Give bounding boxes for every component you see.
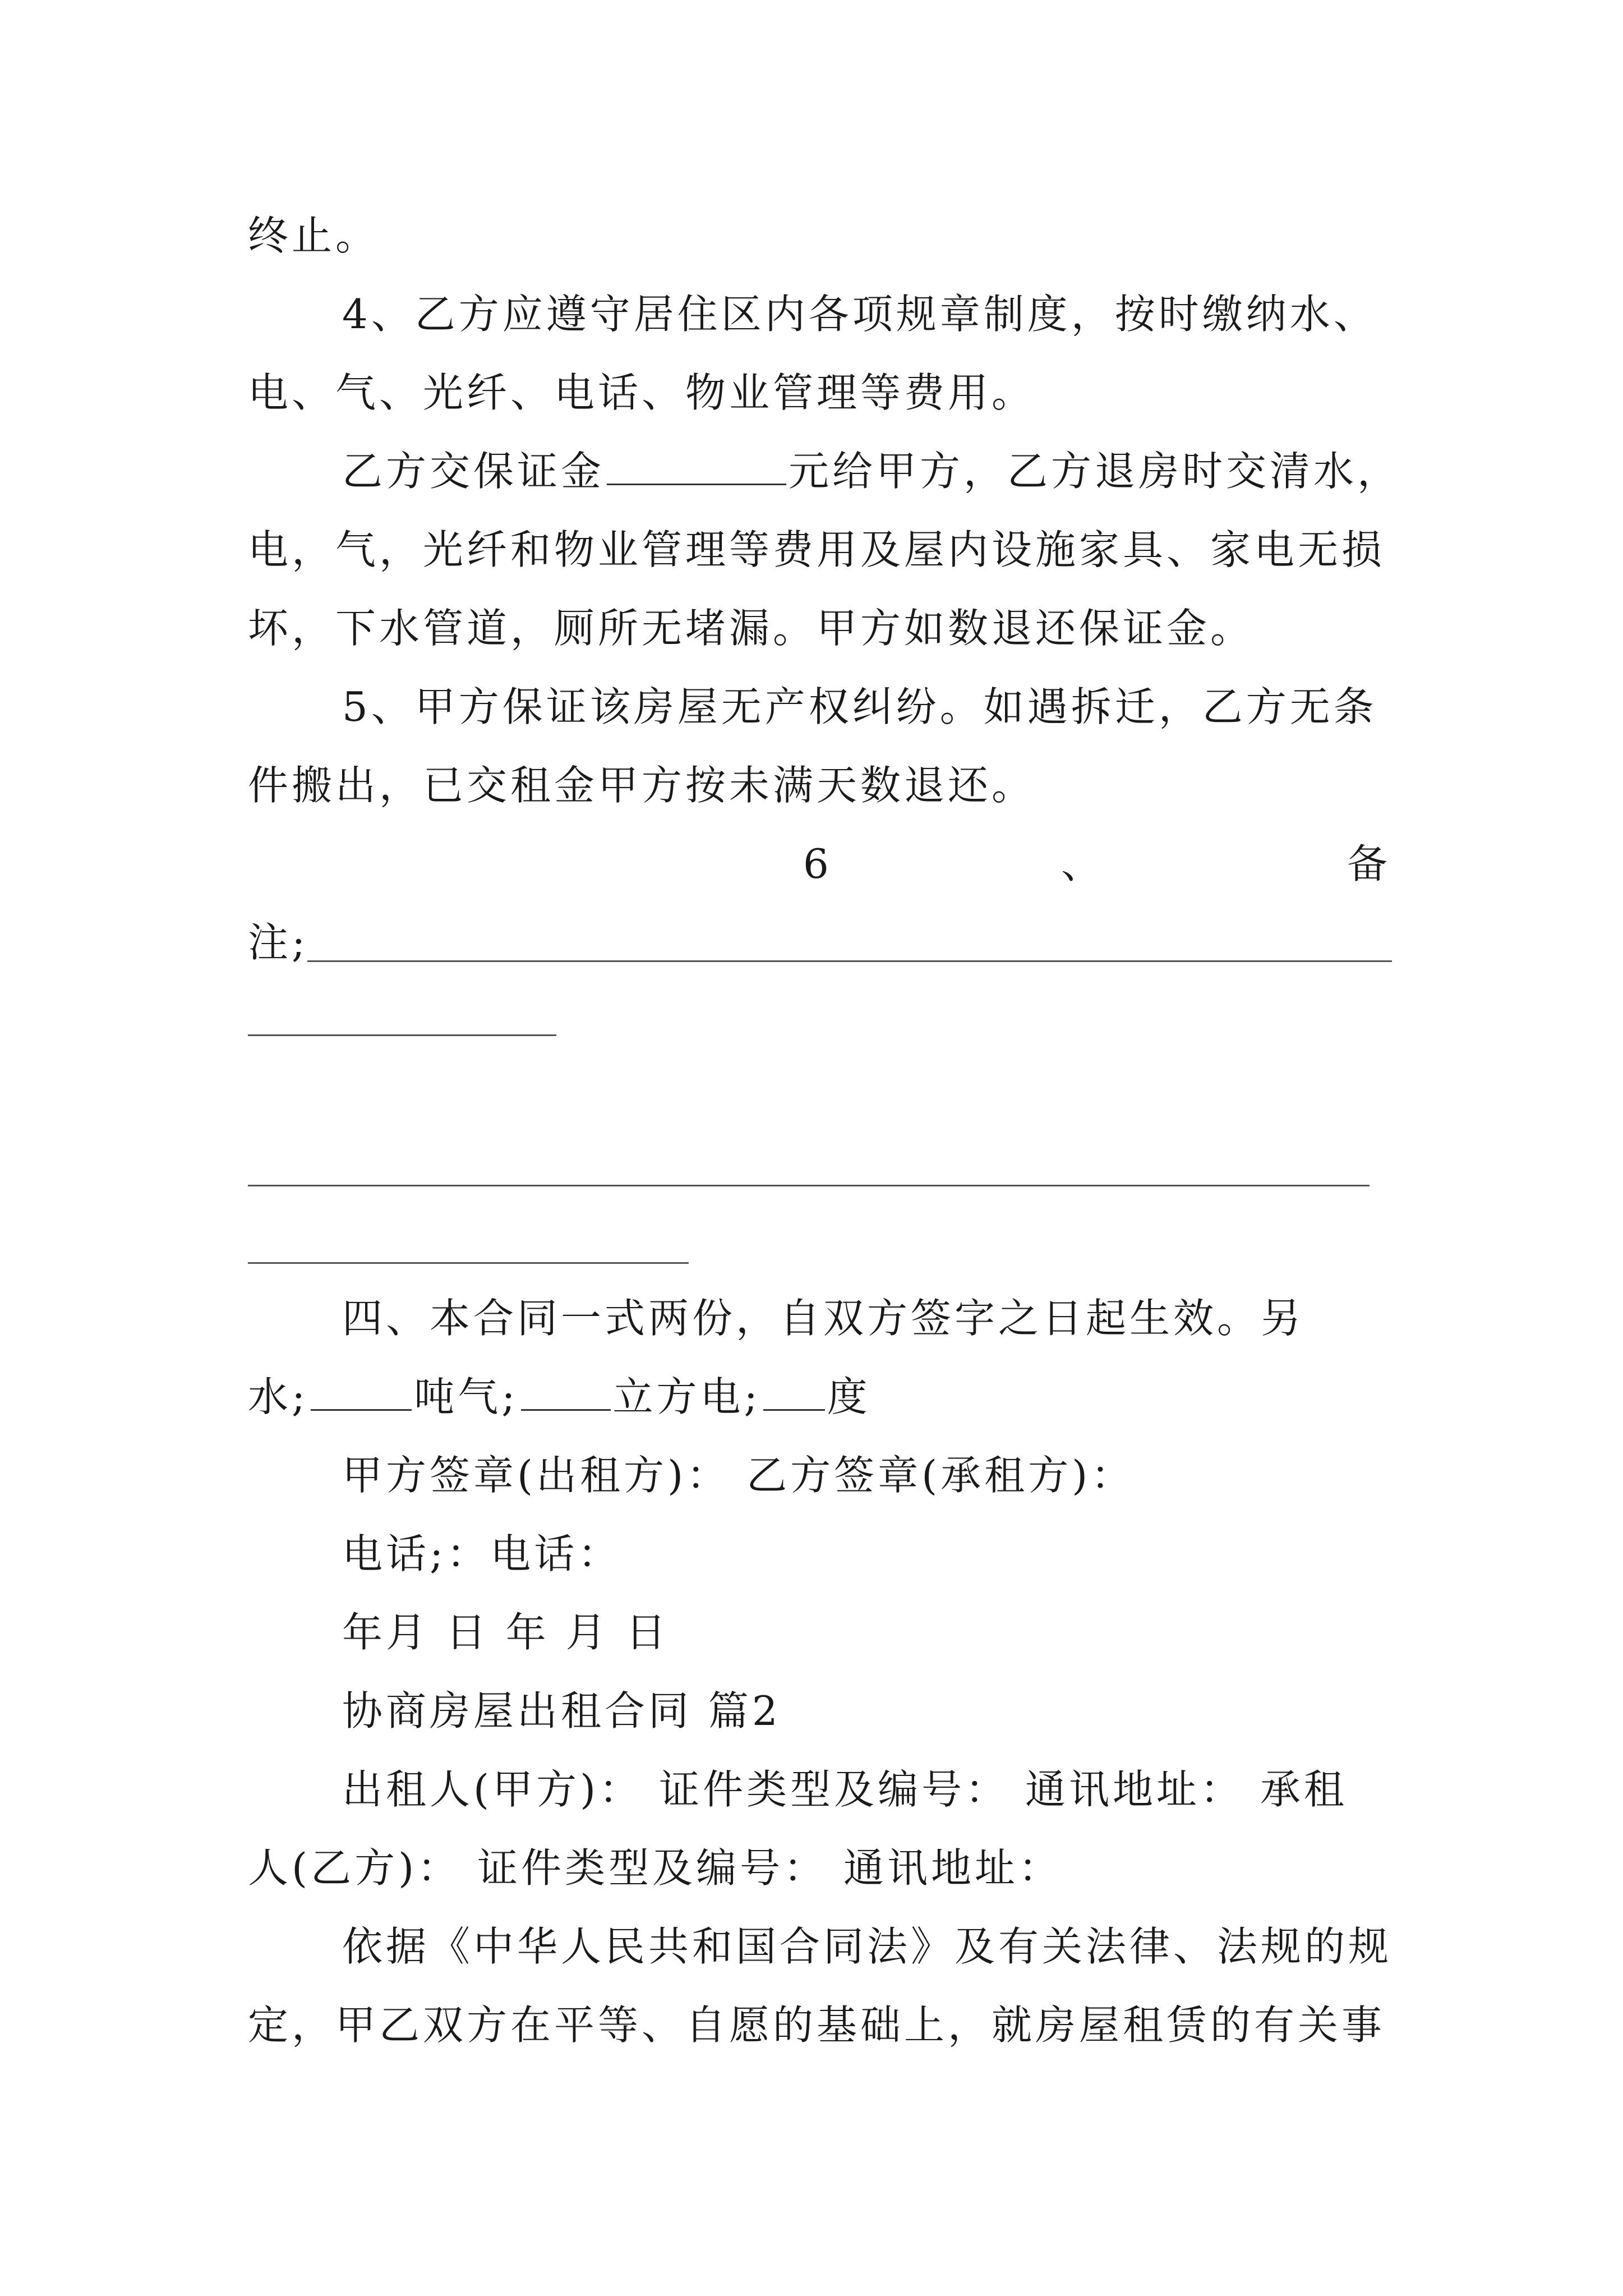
meter-readings-line xyxy=(248,1369,1392,1425)
clause-6-char: 备 xyxy=(1347,840,1388,887)
water-blank xyxy=(311,1369,412,1411)
clause-5-line-1: 5、甲方保证该房屋无产权纠纷。如遇拆迁，乙方无条 xyxy=(342,683,1377,730)
remarks-underline-3 xyxy=(248,1185,1370,1186)
electricity-blank xyxy=(763,1369,825,1411)
basis-line-1: 依据《中华人民共和国合同法》及有关法律、法规的规 xyxy=(342,1923,1393,1970)
clause-5-line-2: 件搬出，已交租金甲方按未满天数退还。 xyxy=(248,762,1036,809)
remarks-underline-1 xyxy=(307,960,1392,962)
deposit-line-3: 坏，下水管道，厕所无堵漏。甲方如数退还保证金。 xyxy=(248,605,1255,652)
section-4-line-1: 四、本合同一式两份，自双方签字之日起生效。另 xyxy=(342,1295,1305,1342)
remarks-underline-2 xyxy=(248,1034,556,1036)
unit-label: 度 xyxy=(827,1373,871,1420)
basis-line-2: 定，甲乙双方在平等、自愿的基础上，就房屋租赁的有关事 xyxy=(248,2001,1386,2049)
gas-label: 吨气; xyxy=(414,1373,519,1420)
signature-line: 甲方签章(出租方)： 乙方签章(承租方)： xyxy=(342,1452,1135,1499)
gas-blank xyxy=(521,1369,611,1411)
clause-4-line-1: 4、乙方应遵守居住区内各项规章制度，按时缴纳水、 xyxy=(342,291,1377,338)
clause-6-separator: 、 xyxy=(1061,840,1102,887)
water-label: 水; xyxy=(248,1373,309,1420)
parties-line-2: 人(乙方)： 证件类型及编号： 通讯地址： xyxy=(248,1844,1062,1892)
parties-line-1: 出租人(甲方)： 证件类型及编号： 通讯地址： 承租 xyxy=(342,1766,1348,1813)
phone-line: 电话;：电话： xyxy=(342,1530,622,1577)
remarks-underline-4 xyxy=(248,1262,689,1264)
contract-title: 协商房屋出租合同 篇2 xyxy=(342,1687,781,1734)
clause-6-heading xyxy=(248,836,1392,892)
remarks-label: 注; xyxy=(248,919,309,966)
deposit-label: 乙方交保证金 xyxy=(342,448,605,495)
clause-4-line-2: 电、气、光纤、电话、物业管理等费用。 xyxy=(248,369,1036,416)
deposit-text: 元给甲方，乙方退房时交清水， xyxy=(789,448,1401,495)
clause-6-number: 6 xyxy=(803,840,829,887)
electricity-label: 立方电; xyxy=(612,1373,761,1420)
remarks-line xyxy=(248,914,1392,970)
deposit-amount-blank xyxy=(607,443,786,485)
deposit-line-2: 电，气，光纤和物业管理等费用及屋内设施家具、家电无损 xyxy=(248,526,1386,573)
date-line: 年月 日 年 月 日 xyxy=(342,1609,670,1656)
paragraph-line: 终止。 xyxy=(248,212,380,259)
deposit-line xyxy=(248,443,1486,499)
